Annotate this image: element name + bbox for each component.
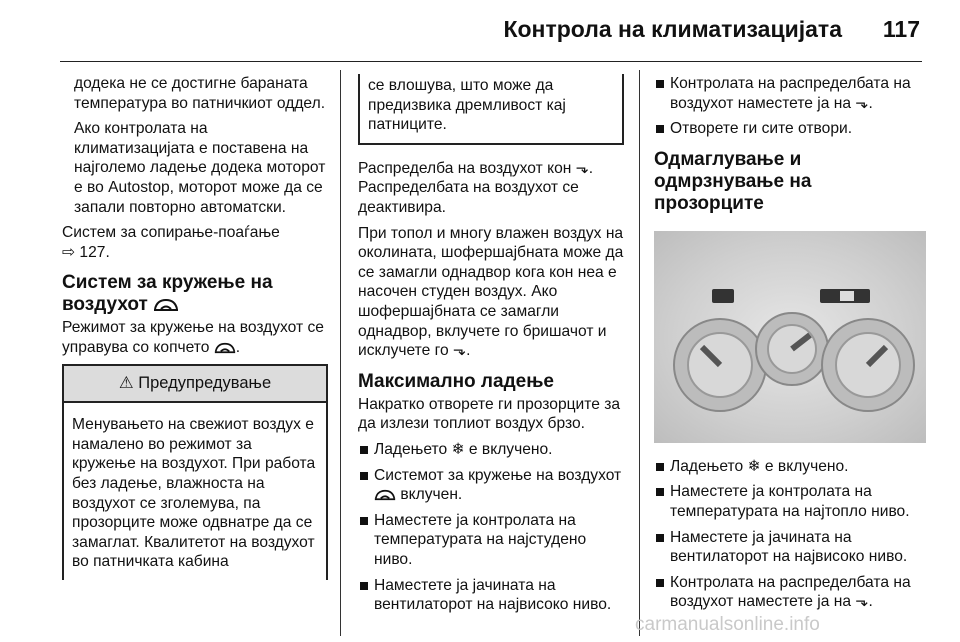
section-heading: Одмаглување и одмрзнување на прозорците — [654, 148, 812, 214]
paragraph: Распределба на воздухот кон ⬎. Распределбата на воздухот се деактивира. — [358, 159, 594, 217]
list-item: Контролата на распределбата на воздухот наместете ја на ⬎. — [654, 74, 924, 113]
list-item: Наместете ја контролата на температурата на најстудено ниво. — [358, 511, 624, 570]
recirculation-icon — [214, 342, 236, 354]
page-title: Контрола на климатизацијата — [503, 16, 842, 42]
column-middle — [358, 74, 624, 621]
air-distribution-windscreen-icon: ⬎ — [855, 94, 869, 112]
paragraph: Накратко отворете ги прозорците за да излези топлиот воздух брзо. — [358, 395, 621, 433]
snowflake-icon: ❄ — [747, 457, 761, 475]
warning-text: Менувањето на свежиот воздух е намалено во режимот за кружење на воздухот. При работа без ладење, влажноста на воздухот се зголемува, па прозорците може одвнатре да се замаглат. Квалитетот на воздухот во патничката кабина — [72, 416, 316, 571]
list-item: Наместете ја јачината на вентилаторот на највисоко ниво. — [654, 528, 924, 567]
warning-icon: ⚠ — [118, 373, 134, 392]
list-item: Системот за кружење на воздухот вклучен. — [358, 466, 624, 505]
control-panel-illustration — [654, 231, 926, 443]
list-item: Ладењето ❄ е вклучено. — [654, 457, 924, 477]
page-number: 117 — [882, 16, 920, 42]
column-right — [654, 74, 924, 618]
watermark: carmanualsonline.info — [635, 614, 820, 635]
section-heading: Максимално ладење — [358, 370, 554, 392]
warning-continuation: се влошува, што може да предизвика дремливост кај патниците. — [358, 74, 624, 145]
header-divider — [60, 61, 922, 62]
list-item: Ладењето ❄ е вклучено. — [358, 440, 624, 460]
list-item: Контролата на распределбата на воздухот наместете ја на ⬎. — [654, 573, 924, 612]
column-divider — [340, 70, 341, 636]
reference-link[interactable]: 127. — [79, 243, 110, 261]
warning-header: ⚠ Предупредување — [64, 366, 326, 404]
list-item: Наместете ја контролата на температурата на најтопло ниво. — [654, 482, 924, 521]
warning-box — [62, 364, 328, 580]
air-distribution-windscreen-icon: ⬎ — [575, 159, 589, 177]
climate-control-panel-image — [654, 231, 926, 443]
air-distribution-footwell-icon: ⬎ — [453, 342, 467, 360]
paragraph: Ако контролата на климатизацијата е поставена на најголемо ладење додека моторот е во Autostop, моторот може да се запали повторно автоматски. — [74, 120, 326, 216]
cross-reference: Систем за сопирање-поаѓање ⇨ 127. — [62, 224, 280, 261]
snowflake-icon: ❄ — [451, 440, 465, 458]
list-item: Отворете ги сите отвори. — [654, 119, 924, 139]
list-item: Наместете ја јачината на вентилаторот на највисоко ниво. — [358, 576, 624, 615]
air-distribution-windscreen-icon: ⬎ — [855, 593, 869, 611]
paragraph: додека не се достигне бараната температура во патничкиот оддел. — [74, 75, 326, 112]
arrow-icon: ⇨ — [62, 243, 76, 261]
paragraph: При топол и многу влажен воздух на околината, шофершајбната може да се замагли однадвор кога кон неа е насочен студен воздух. Ако шофершајбната се замагли однадвор, вклучете го бришачот и исклучете го ⬎. — [358, 224, 624, 360]
section-heading: Систем за кружење на воздухот — [62, 272, 273, 316]
recirculation-icon — [374, 489, 396, 501]
recirculation-icon — [153, 298, 179, 312]
column-left — [62, 74, 328, 580]
column-divider — [639, 70, 640, 636]
page-header — [0, 0, 960, 62]
paragraph: Режимот за кружење на воздухот се управува со копчето . — [62, 319, 324, 356]
